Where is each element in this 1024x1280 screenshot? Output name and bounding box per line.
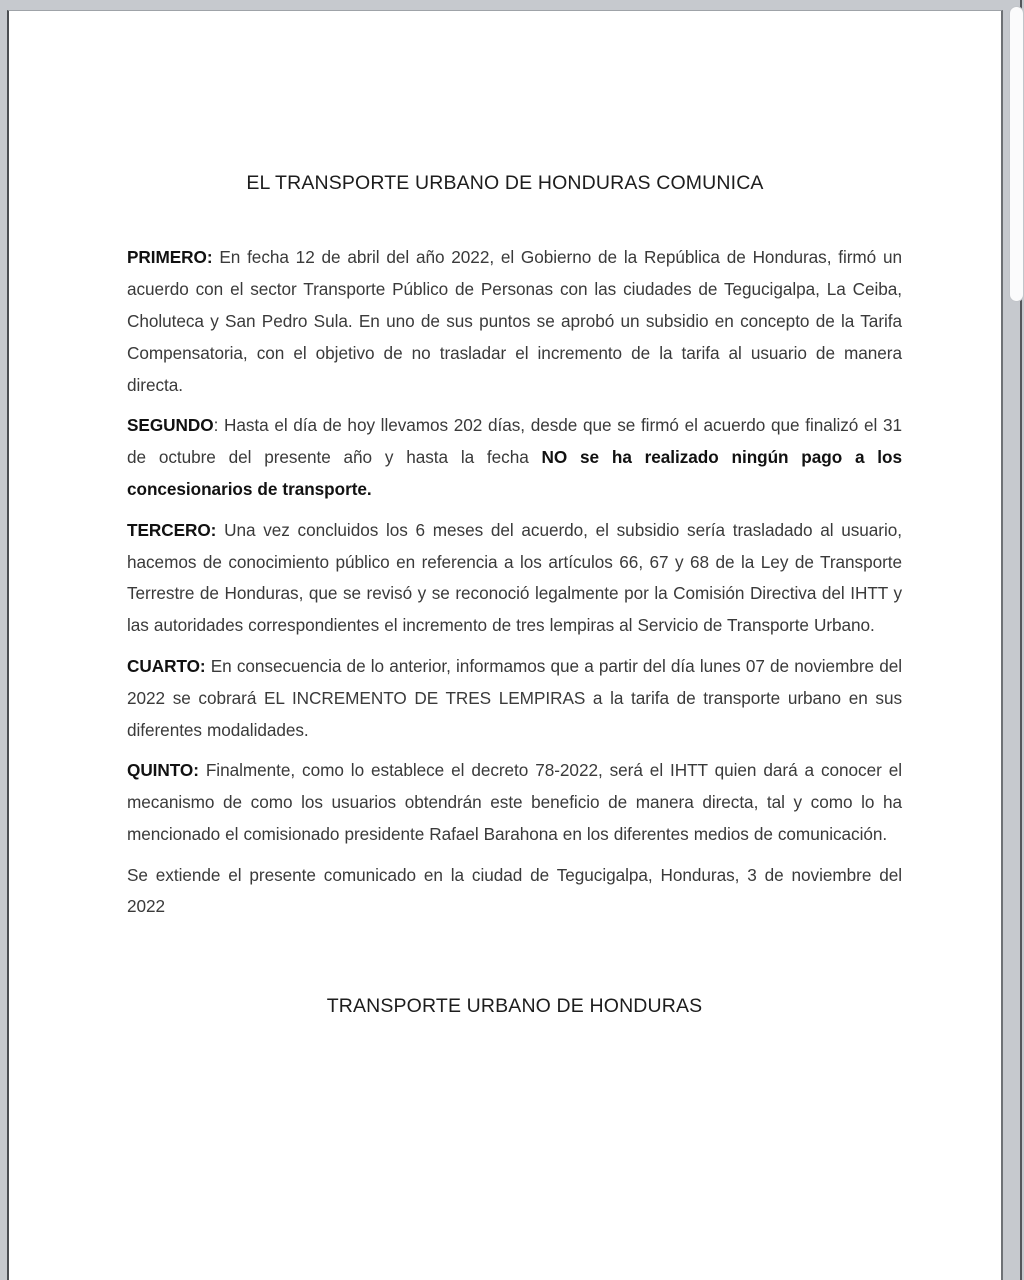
paragraph-emphasis-segundo: NO se ha realizado ningún pago a los concesionarios de transporte. (127, 447, 902, 499)
paragraph-tercero (127, 515, 902, 642)
paragraph-text-quinto: Finalmente, como lo establece el decreto 78-2022, será el IHTT quien dará a conocer el mecanismo de como los usuarios obtendrán este beneficio de manera directa, tal y como lo ha mencionado el comisionado presidente Rafael Barahona en los diferentes medios de comunicación. (127, 760, 902, 844)
page-title: EL TRANSPORTE URBANO DE HONDURAS COMUNICA (246, 172, 764, 194)
paragraph-quinto (127, 755, 902, 850)
paragraph-label-primero: PRIMERO: (127, 247, 213, 268)
paragraph-text-primero: En fecha 12 de abril del año 2022, el Gobierno de la República de Honduras, firmó un acuerdo con el sector Transporte Público de Personas con las ciudades de Tegucigalpa, La Ceiba, Choluteca y San Pedro Sula. En uno de sus puntos se aprobó un subsidio en concepto de la Tarifa Compensatoria, con el objetivo de no trasladar el incremento de la tarifa al usuario de manera directa. (127, 247, 902, 395)
vertical-scrollbar[interactable] (1007, 0, 1024, 1280)
document-body (127, 196, 902, 1018)
paragraph-text-closing: Se extiende el presente comunicado en la ciudad de Tegucigalpa, Honduras, 3 de noviembre del 2022 (127, 864, 902, 917)
paragraph-text-tercero: Una vez concluidos los 6 meses del acuerdo, el subsidio sería trasladado al usuario, hacemos de conocimiento público en referencia a los artículos 66, 67 y 68 de la Ley de Transporte Terrestre de Honduras, que se revisó y se reconoció legalmente por la Comisión Directiva del IHTT y las autoridades correspondientes el incremento de tres lempiras al Servicio de Transporte Urbano. (127, 519, 902, 636)
paragraph-label-tercero: TERCERO: (127, 519, 217, 540)
paragraph-label-segundo: SEGUNDO (127, 415, 214, 436)
paragraph-text-segundo: : Hasta el día de hoy llevamos 202 días, desde que se firmó el acuerdo que finalizó el 31 de octubre del presente año y hasta la fecha (127, 415, 902, 468)
paragraph-label-quinto: QUINTO: (127, 760, 199, 781)
paragraph-label-cuarto: CUARTO: (127, 655, 206, 676)
page-sheet (9, 11, 1001, 1280)
paragraph-text-cuarto: En consecuencia de lo anterior, informamos que a partir del día lunes 07 de noviembre del 2022 se cobrará EL INCREMENTO DE TRES LEMPIRAS a la tarifa de transporte urbano en sus diferentes modalidades. (127, 655, 902, 740)
signature-line: TRANSPORTE URBANO DE HONDURAS (326, 995, 703, 1018)
paragraph-primero (127, 242, 902, 401)
scrollbar-thumb[interactable] (1009, 6, 1024, 302)
paragraph-closing (127, 860, 902, 924)
document-page (7, 10, 1003, 1280)
paragraph-segundo (127, 410, 902, 505)
paragraph-cuarto (127, 651, 902, 746)
